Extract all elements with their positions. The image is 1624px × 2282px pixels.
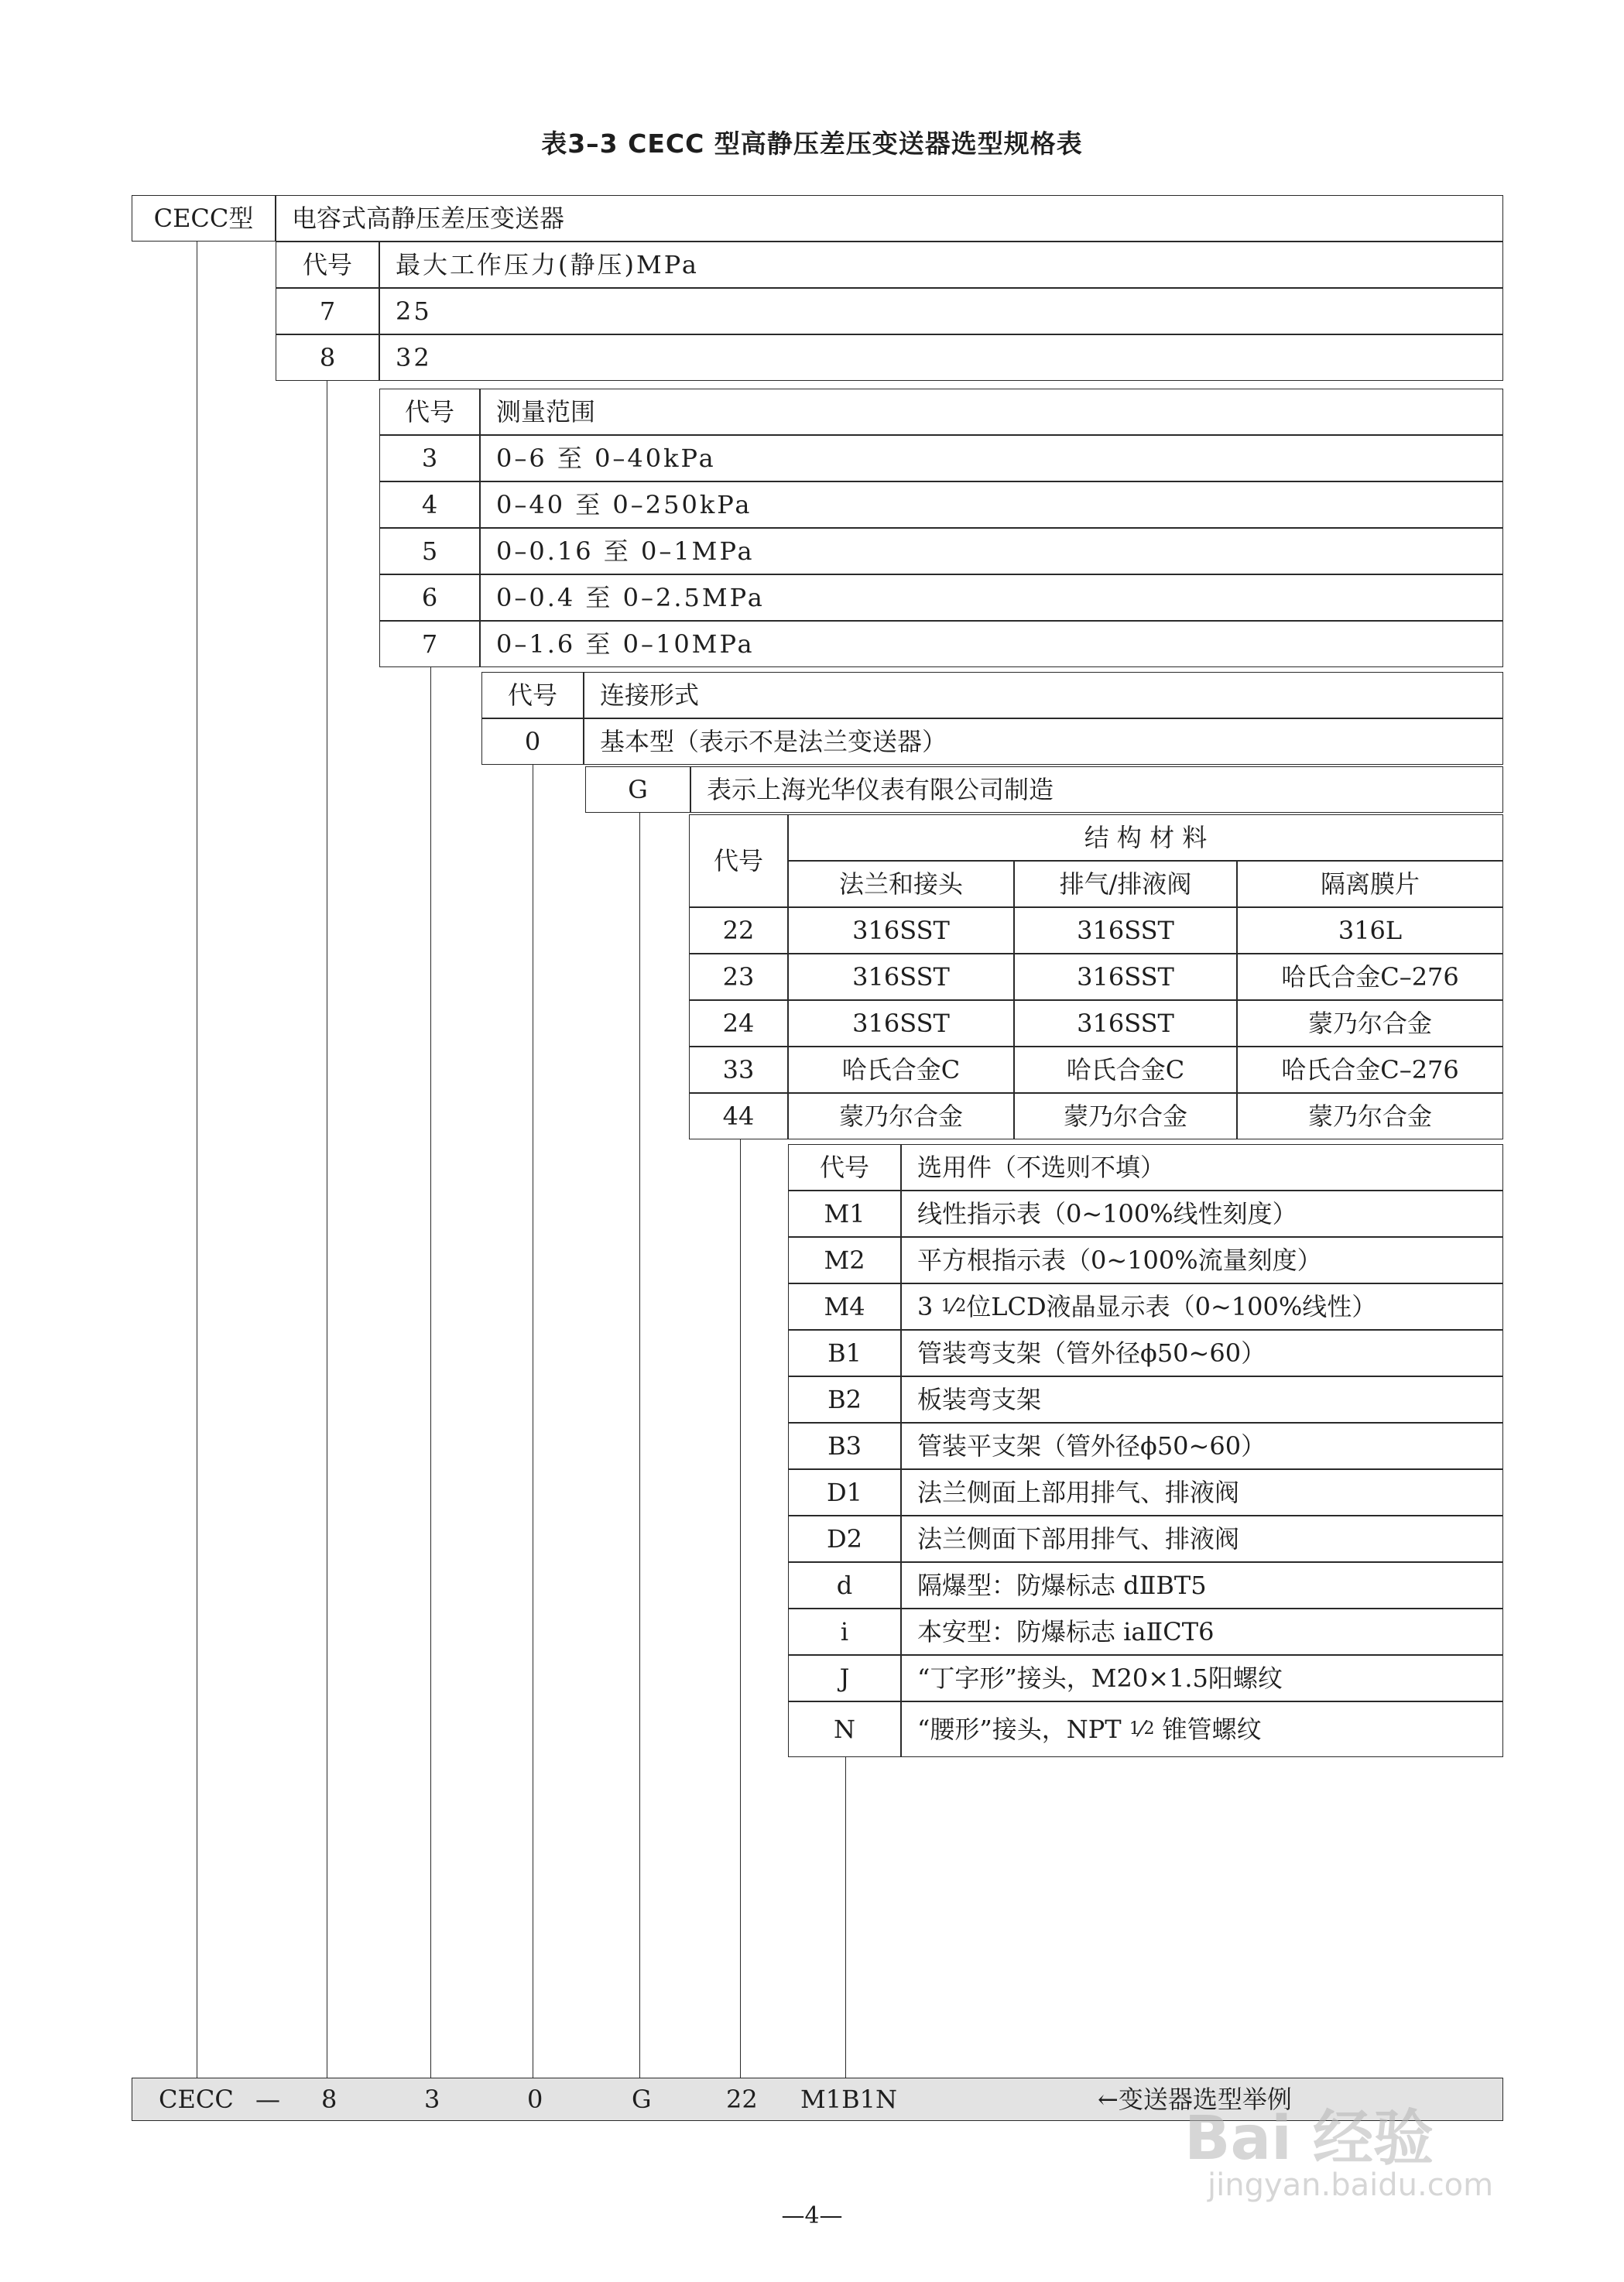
material-diaphragm: 蒙乃尔合金	[1237, 1000, 1503, 1047]
option-code: D1	[788, 1469, 901, 1516]
option-code: d	[788, 1562, 901, 1609]
maker-value: 表示上海光华仪表有限公司制造	[690, 766, 1503, 813]
material-diaphragm: 哈氏合金C–276	[1237, 954, 1503, 1000]
option-value: 管装平支架（管外径ϕ50~60）	[901, 1423, 1503, 1469]
npt-suffix: 锥管螺纹	[1154, 1715, 1262, 1744]
example-range: 3	[424, 2085, 440, 2114]
option-code: J	[788, 1655, 901, 1701]
connector-line	[430, 667, 431, 2078]
range-label: 测量范围	[480, 389, 1503, 435]
maker-code: G	[585, 766, 690, 813]
option-value-lcd	[901, 1283, 1503, 1330]
fraction-slash: ⁄	[1139, 1716, 1144, 1742]
range-code: 3	[379, 435, 480, 481]
material-code: 44	[689, 1093, 788, 1139]
option-code: D2	[788, 1516, 901, 1562]
material-code: 24	[689, 1000, 788, 1047]
material-code: 33	[689, 1047, 788, 1093]
option-value: 板装弯支架	[901, 1376, 1503, 1423]
material-vent: 316SST	[1014, 954, 1237, 1000]
example-note: ←变送器选型举例	[1098, 2085, 1292, 2114]
option-code: B3	[788, 1423, 901, 1469]
connection-code: 0	[481, 718, 584, 765]
material-flange: 316SST	[788, 907, 1014, 954]
option-code: B2	[788, 1376, 901, 1423]
static-pressure-value: 25	[379, 288, 1503, 334]
fraction-denominator: 2	[1143, 1719, 1155, 1739]
option-code: M4	[788, 1283, 901, 1330]
static-pressure-value: 32	[379, 334, 1503, 381]
range-value: 0–0.4 至 0–2.5MPa	[480, 574, 1503, 621]
example-model: CECC	[159, 2085, 234, 2114]
connector-line	[639, 813, 640, 2078]
range-value: 0–0.16 至 0–1MPa	[480, 528, 1503, 574]
option-value: 本安型：防爆标志 iaⅡCT6	[901, 1609, 1503, 1655]
material-column-header: 法兰和接头	[788, 861, 1014, 907]
material-code-header: 代号	[689, 814, 788, 907]
connector-line	[740, 1139, 741, 2078]
range-code-header: 代号	[379, 389, 480, 435]
material-code: 23	[689, 954, 788, 1000]
options-label: 选用件（不选则不填）	[901, 1144, 1503, 1191]
static-pressure-label: 最大工作压力(静压)MPa	[379, 242, 1503, 288]
npt-prefix: “腰形”接头，NPT	[917, 1715, 1129, 1744]
material-vent: 316SST	[1014, 1000, 1237, 1047]
material-diaphragm: 蒙乃尔合金	[1237, 1093, 1503, 1139]
connection-value: 基本型（表示不是法兰变送器）	[584, 718, 1503, 765]
static-pressure-code: 8	[276, 334, 379, 381]
model-description: 电容式高静压差压变送器	[276, 195, 1503, 242]
range-code: 6	[379, 574, 480, 621]
range-value: 0–40 至 0–250kPa	[480, 481, 1503, 528]
option-value: “丁字形”接头，M20×1.5阳螺纹	[901, 1655, 1503, 1701]
fraction-numerator: 1	[940, 1297, 952, 1316]
material-diaphragm: 316L	[1237, 907, 1503, 954]
page-number: —4—	[781, 2202, 843, 2229]
option-value: 隔爆型：防爆标志 dⅡBT5	[901, 1562, 1503, 1609]
range-code: 4	[379, 481, 480, 528]
material-code: 22	[689, 907, 788, 954]
options-code-header: 代号	[788, 1144, 901, 1191]
static-pressure-code-header: 代号	[276, 242, 379, 288]
watermark-brand: Bai 经验	[1184, 2104, 1434, 2174]
connection-label: 连接形式	[584, 672, 1503, 718]
example-connection: 0	[527, 2085, 543, 2114]
option-code: M2	[788, 1237, 901, 1283]
example-options: M1B1N	[800, 2085, 897, 2114]
connector-line	[845, 1757, 846, 2078]
option-code: B1	[788, 1330, 901, 1376]
option-code: i	[788, 1609, 901, 1655]
option-value: 线性指示表（0~100%线性刻度）	[901, 1191, 1503, 1237]
material-flange: 蒙乃尔合金	[788, 1093, 1014, 1139]
lcd-description: 位LCD液晶显示表（0~100%线性）	[966, 1292, 1377, 1321]
material-flange: 316SST	[788, 1000, 1014, 1047]
option-value: 管装弯支架（管外径ϕ50~60）	[901, 1330, 1503, 1376]
option-value: 法兰侧面上部用排气、排液阀	[901, 1469, 1503, 1516]
material-flange: 316SST	[788, 954, 1014, 1000]
model-cell: CECC型	[132, 195, 276, 242]
option-value: 平方根指示表（0~100%流量刻度）	[901, 1237, 1503, 1283]
material-column-header: 排气/排液阀	[1014, 861, 1237, 907]
watermark-url: jingyan.baidu.com	[1208, 2167, 1494, 2203]
option-code: M1	[788, 1191, 901, 1237]
example-dash: —	[255, 2085, 280, 2114]
fraction-numerator: 1	[1129, 1719, 1140, 1739]
material-vent: 蒙乃尔合金	[1014, 1093, 1237, 1139]
range-code: 5	[379, 528, 480, 574]
table-title: 表3–3 CECC 型高静压差压变送器选型规格表	[541, 128, 1083, 159]
connection-code-header: 代号	[481, 672, 584, 718]
static-pressure-code: 7	[276, 288, 379, 334]
material-flange: 哈氏合金C	[788, 1047, 1014, 1093]
example-static-pressure: 8	[321, 2085, 337, 2114]
example-material: 22	[726, 2085, 758, 2114]
option-value-npt	[901, 1701, 1503, 1757]
material-label: 结 构 材 料	[788, 814, 1503, 861]
material-vent: 哈氏合金C	[1014, 1047, 1237, 1093]
fraction-slash: ⁄	[951, 1293, 956, 1319]
range-code: 7	[379, 621, 480, 667]
range-value: 0–1.6 至 0–10MPa	[480, 621, 1503, 667]
material-column-header: 隔离膜片	[1237, 861, 1503, 907]
material-vent: 316SST	[1014, 907, 1237, 954]
range-value: 0–6 至 0–40kPa	[480, 435, 1503, 481]
example-maker: G	[632, 2085, 652, 2114]
lcd-digit-prefix: 3	[917, 1292, 941, 1321]
option-code: N	[788, 1701, 901, 1757]
fraction-denominator: 2	[955, 1297, 967, 1316]
material-diaphragm: 哈氏合金C–276	[1237, 1047, 1503, 1093]
option-value: 法兰侧面下部用排气、排液阀	[901, 1516, 1503, 1562]
